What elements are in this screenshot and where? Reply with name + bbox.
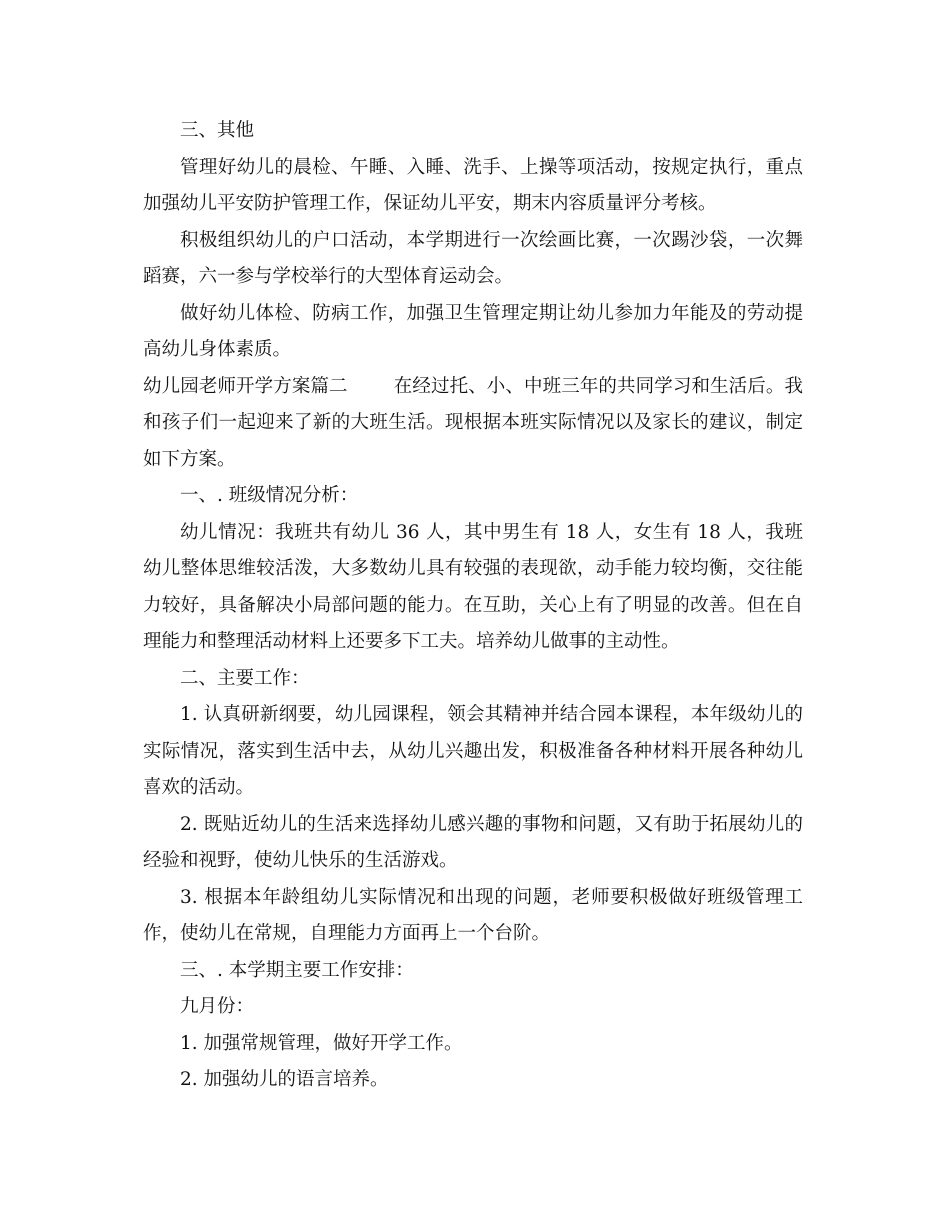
paragraph-children-situation: 幼儿情况：我班共有幼儿 36 人，其中男生有 18 人，女生有 18 人，我班幼儿整体思维较活泼，大多数幼儿具有较强的表现欲，动手能力较均衡，交往能力较好，具备解决小局部问题的能力。在互助，关心上有了明显的改善。但在自理能力和整理活动材料上还要多下工夫。培养幼儿做事的主动性。 [143,521,803,652]
september-item-2: 2. 加强幼儿的语言培养。 [180,1069,389,1090]
september-item-1: 1. 加强常规管理，做好开学工作。 [180,1032,463,1054]
paragraph-activities: 积极组织幼儿的户口活动，本学期进行一次绘画比赛，一次踢沙袋，一次舞蹈赛，六一参与学校举行的大型体育运动会。 [143,229,803,287]
paragraph-health: 做好幼儿体检、防病工作，加强卫生管理定期让幼儿参加力年能及的劳动提高幼儿身体素质。 [143,302,803,360]
section-heading: 幼儿园老师开学方案篇二 [143,375,348,397]
section-intro-text: 在经过托、小、中班三年的共同学习和生活后。我和孩子们一起迎来了新的大班生活。现根据本班实际情况以及家长的建议，制定如下方案。 [143,375,803,470]
list-item-1: 1. 认真研新纲要，幼儿园课程，领会其精神并结合园本课程，本年级幼儿的实际情况，落实到生活中去，从幼儿兴趣出发，积极准备各种材料开展各种幼儿喜欢的活动。 [143,704,803,798]
heading-other: 三、其他 [180,120,255,141]
section-two-intro [143,369,803,479]
list-item-3: 3. 根据本年龄组幼儿实际情况和出现的问题，老师要积极做好班级管理工作，使幼儿在常规，自理能力方面再上一个台阶。 [143,886,803,944]
list-item-2: 2. 既贴近幼儿的生活来选择幼儿感兴趣的事物和问题，又有助于拓展幼儿的经验和视野，使幼儿快乐的生活游戏。 [143,813,803,871]
document-body [143,113,803,1099]
paragraph-safety-management: 管理好幼儿的晨检、午睡、入睡、洗手、上操等项活动，按规定执行，重点加强幼儿平安防护管理工作，保证幼儿平安，期末内容质量评分考核。 [143,156,803,214]
heading-main-work: 二、主要工作： [180,667,310,689]
heading-class-analysis: 一、. 班级情况分析： [180,485,359,506]
heading-semester-plan: 三、. 本学期主要工作安排： [180,959,414,981]
heading-september: 九月份： [180,996,255,1017]
